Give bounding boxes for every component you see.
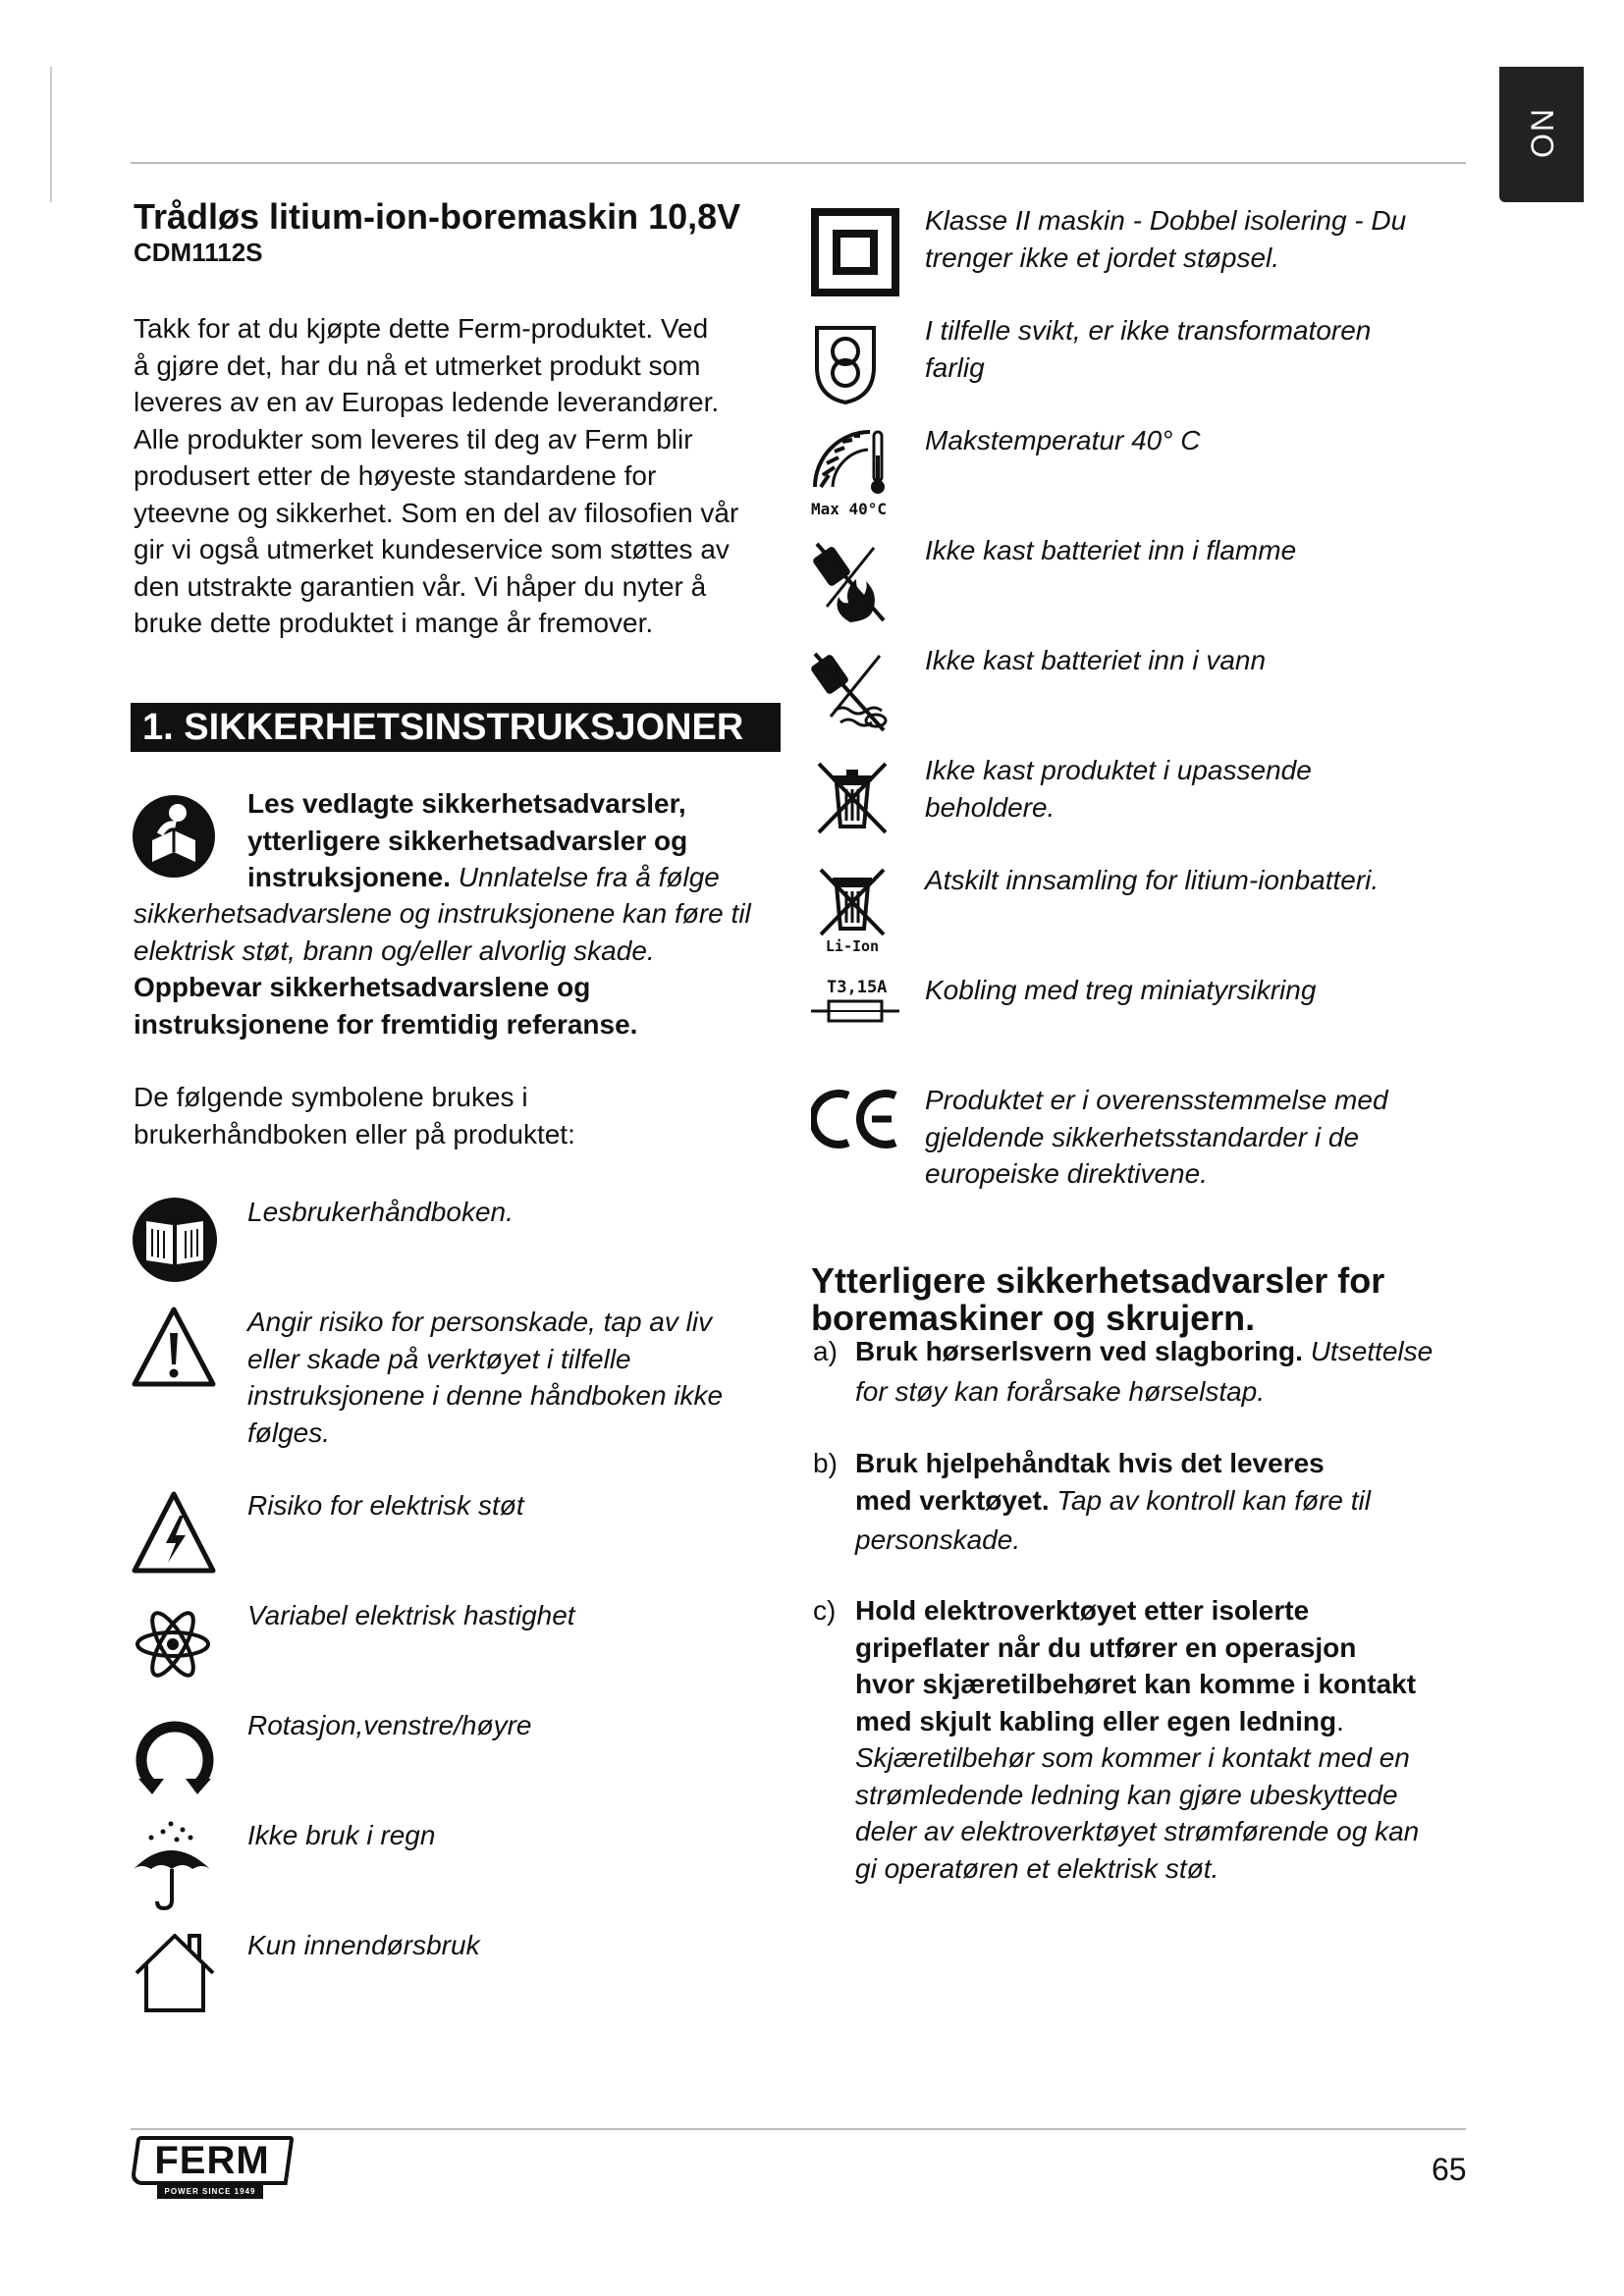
symbol-text: Klasse II maskin - Dobbel isolering - Du bbox=[925, 205, 1407, 236]
warning-line: Oppbevar sikkerhetsadvarslene og bbox=[134, 972, 591, 1002]
symbol-text: Variabel elektrisk hastighet bbox=[247, 1600, 575, 1630]
item-a-italic: Utsettelse bbox=[1302, 1336, 1434, 1366]
item-b bbox=[855, 1445, 1484, 1559]
symbol-text: Rotasjon,venstre/høyre bbox=[247, 1710, 532, 1740]
logo-text: FERM bbox=[154, 2139, 270, 2182]
symbol-label-shock bbox=[247, 1487, 797, 1524]
symbol-label-rain bbox=[247, 1817, 797, 1854]
symbol-text: Kobling med treg miniatyrsikring bbox=[925, 975, 1317, 1005]
section-heading: 1. SIKKERHETSINSTRUKSJONER bbox=[131, 703, 781, 752]
margin-line bbox=[50, 67, 52, 202]
additional-heading-line: Ytterligere sikkerhetsadvarsler for bbox=[811, 1260, 1385, 1301]
class-ii-icon bbox=[811, 208, 899, 296]
item-a-line bbox=[855, 1333, 1484, 1370]
symbol-label-water bbox=[925, 642, 1475, 679]
logo-tagline: POWER SINCE 1949 bbox=[157, 2185, 263, 2199]
symbol-text: Lesbrukerhåndboken. bbox=[247, 1197, 514, 1227]
warning-italic: Unnlatelse fra å følge bbox=[450, 862, 720, 892]
symbol-text: følges. bbox=[247, 1416, 331, 1448]
symbol-text: gjeldende sikkerhetsstandarder i de bbox=[925, 1121, 1360, 1152]
item-c-line: Hold elektroverktøyet etter isolerte bbox=[855, 1595, 1310, 1626]
intro-line: leveres av en av Europas ledende leverandører. bbox=[134, 387, 720, 417]
warning-line bbox=[247, 859, 797, 896]
li-ion-bin-icon bbox=[813, 868, 892, 956]
item-c-dot: . bbox=[1336, 1705, 1344, 1736]
symbol-text: Ikke kast batteriet inn i vann bbox=[925, 645, 1267, 675]
symbol-text: Makstemperatur 40° C bbox=[925, 425, 1201, 455]
title-block bbox=[134, 196, 801, 268]
item-a-bold: Bruk hørserlsvern ved slagboring. bbox=[855, 1336, 1303, 1366]
manual-icon bbox=[131, 1196, 219, 1284]
li-ion-bin-graphic bbox=[813, 868, 892, 936]
item-b-line: Bruk hjelpehåndtak hvis det leveres bbox=[855, 1448, 1325, 1478]
item-c bbox=[855, 1592, 1484, 1887]
symbol-label-temperature bbox=[925, 422, 1475, 459]
li-ion-caption: Li-Ion bbox=[825, 937, 880, 955]
symbols-intro-line: De følgende symbolene brukes i bbox=[134, 1082, 528, 1112]
intro-line: bruke dette produktet i mange år fremover. bbox=[134, 608, 654, 638]
warning-triangle-icon bbox=[131, 1306, 217, 1388]
variable-speed-icon bbox=[134, 1608, 212, 1681]
intro-line: Takk for at du kjøpte dette Ferm-produktet. Ved bbox=[134, 313, 709, 344]
item-c-line bbox=[855, 1703, 1484, 1740]
symbol-text: Ikke bruk i regn bbox=[247, 1820, 436, 1850]
item-c-line: hvor skjæretilbehøret kan komme i kontakt bbox=[855, 1669, 1417, 1699]
symbol-text: europeiske direktivene. bbox=[925, 1158, 1208, 1189]
intro-line: Alle produkter som leveres til deg av Ferm blir bbox=[134, 423, 693, 454]
symbol-label-indoor bbox=[247, 1927, 797, 1964]
item-b-italic: Tap av kontroll kan føre til bbox=[1049, 1484, 1371, 1516]
symbol-label-fire bbox=[925, 532, 1475, 569]
no-rain-icon bbox=[128, 1818, 216, 1912]
safety-transformer-icon bbox=[811, 322, 880, 406]
electric-shock-icon bbox=[131, 1490, 217, 1575]
symbol-text: Angir risiko for personskade, tap av liv bbox=[247, 1307, 713, 1337]
read-manual-icon bbox=[131, 791, 217, 881]
symbol-text: Kun innendørsbruk bbox=[247, 1930, 480, 1960]
item-c-marker: c) bbox=[813, 1595, 837, 1626]
symbol-label-bin bbox=[925, 752, 1475, 826]
warning-line: elektrisk støt, brann og/eller alvorlig skade. bbox=[134, 934, 655, 966]
language-tab bbox=[1499, 67, 1584, 202]
item-a bbox=[855, 1333, 1484, 1410]
symbol-label-speed bbox=[247, 1597, 797, 1634]
symbol-text: Risiko for elektrisk støt bbox=[247, 1490, 524, 1521]
additional-heading-line: boremaskiner og skrujern. bbox=[811, 1298, 1256, 1338]
item-a-marker: a) bbox=[813, 1336, 838, 1366]
item-b-line: personskade. bbox=[855, 1524, 1021, 1555]
symbol-text: Produktet er i overensstemmelse med bbox=[925, 1085, 1388, 1115]
warning-continuation bbox=[134, 895, 801, 1042]
symbol-label-fuse bbox=[925, 972, 1475, 1009]
model-number: CDM1112S bbox=[134, 238, 263, 267]
page-number: 65 bbox=[1432, 2152, 1467, 2187]
item-c-line: gi operatøren et elektrisk støt. bbox=[855, 1852, 1219, 1884]
symbol-label-warning bbox=[247, 1304, 797, 1451]
fuse-icon bbox=[811, 978, 899, 1027]
symbol-text: Ikke kast batteriet inn i flamme bbox=[925, 535, 1297, 565]
additional-heading bbox=[811, 1262, 1479, 1337]
fuse-caption: T3,15A bbox=[827, 978, 888, 997]
page-title: Trådløs litium-ion-boremaskin 10,8V bbox=[134, 196, 741, 237]
symbols-intro-line: brukerhåndboken eller på produktet: bbox=[134, 1118, 575, 1149]
fuse-graphic bbox=[811, 997, 899, 1025]
item-c-bold: med skjult kabling eller egen ledning bbox=[855, 1705, 1337, 1736]
symbol-text: farlig bbox=[925, 351, 985, 383]
symbol-text: beholdere. bbox=[925, 791, 1056, 823]
symbol-label-rotation bbox=[247, 1707, 797, 1744]
warning-line: sikkerhetsadvarslene og instruksjonene kan føre til bbox=[134, 898, 751, 929]
ce-mark-icon bbox=[811, 1088, 899, 1150]
symbols-intro bbox=[134, 1079, 801, 1152]
warning-line: Les vedlagte sikkerhetsadvarsler, bbox=[247, 788, 686, 819]
symbol-label-manual bbox=[247, 1194, 797, 1231]
symbol-label-ce bbox=[925, 1082, 1475, 1193]
item-b-bold: med verktøyet. bbox=[855, 1484, 1050, 1516]
symbol-text: instruksjonene i denne håndboken ikke bbox=[247, 1380, 724, 1411]
ferm-logo bbox=[134, 2136, 291, 2205]
item-c-line: deler av elektroverktøyet strømførende og kan bbox=[855, 1816, 1420, 1846]
symbol-label-transformer bbox=[925, 312, 1475, 386]
item-b-marker: b) bbox=[813, 1448, 838, 1478]
item-c-line: Skjæretilbehør som kommer i kontakt med en bbox=[855, 1742, 1410, 1773]
header-rule bbox=[131, 162, 1466, 164]
language-label: NO bbox=[1524, 109, 1560, 160]
no-water-icon bbox=[811, 648, 893, 734]
intro-line: gir vi også utmerket kundeservice som støttes av bbox=[134, 534, 730, 564]
symbol-label-class-ii bbox=[925, 202, 1475, 276]
symbol-text: I tilfelle svikt, er ikke transformatoren bbox=[925, 315, 1372, 346]
intro-paragraph bbox=[134, 310, 801, 642]
rotation-icon bbox=[131, 1712, 219, 1796]
no-bin-icon bbox=[813, 758, 892, 836]
temperature-caption: Max 40°C bbox=[811, 500, 888, 518]
symbol-text: Ikke kast produktet i upassende bbox=[925, 755, 1312, 785]
symbol-text: trenger ikke et jordet støpsel. bbox=[925, 241, 1280, 273]
intro-line: den utstrakte garantien vår. Vi håper du nyter å bbox=[134, 570, 707, 602]
intro-line: å gjøre det, har du nå et utmerket produkt som bbox=[134, 349, 701, 381]
item-c-line: gripeflater når du utfører en operasjon bbox=[855, 1631, 1357, 1663]
warning-bold: instruksjonene. bbox=[247, 862, 451, 892]
intro-line: yteevne og sikkerhet. Som en del av filosofien vår bbox=[134, 497, 739, 528]
indoor-icon bbox=[131, 1928, 219, 2016]
item-b-line bbox=[855, 1482, 1484, 1520]
warning-line: ytterligere sikkerhetsadvarsler og bbox=[247, 825, 688, 856]
intro-line: produsert etter de høyeste standardene for bbox=[134, 460, 657, 491]
item-c-line: strømledende ledning kan gjøre ubeskyttede bbox=[855, 1779, 1398, 1810]
warning-line: instruksjonene for fremtidig referanse. bbox=[134, 1008, 638, 1040]
warning-intro bbox=[247, 785, 797, 896]
item-a-line: for støy kan forårsake hørselstap. bbox=[855, 1375, 1266, 1407]
footer-rule bbox=[131, 2128, 1466, 2130]
max-temperature-icon bbox=[811, 428, 890, 518]
thermometer-graphic bbox=[811, 428, 890, 497]
symbol-label-li-ion bbox=[925, 862, 1475, 899]
no-fire-icon bbox=[811, 538, 890, 626]
symbol-text: Atskilt innsamling for litium-ionbatteri. bbox=[925, 865, 1380, 895]
symbol-text: eller skade på verktøyet i tilfelle bbox=[247, 1343, 631, 1374]
